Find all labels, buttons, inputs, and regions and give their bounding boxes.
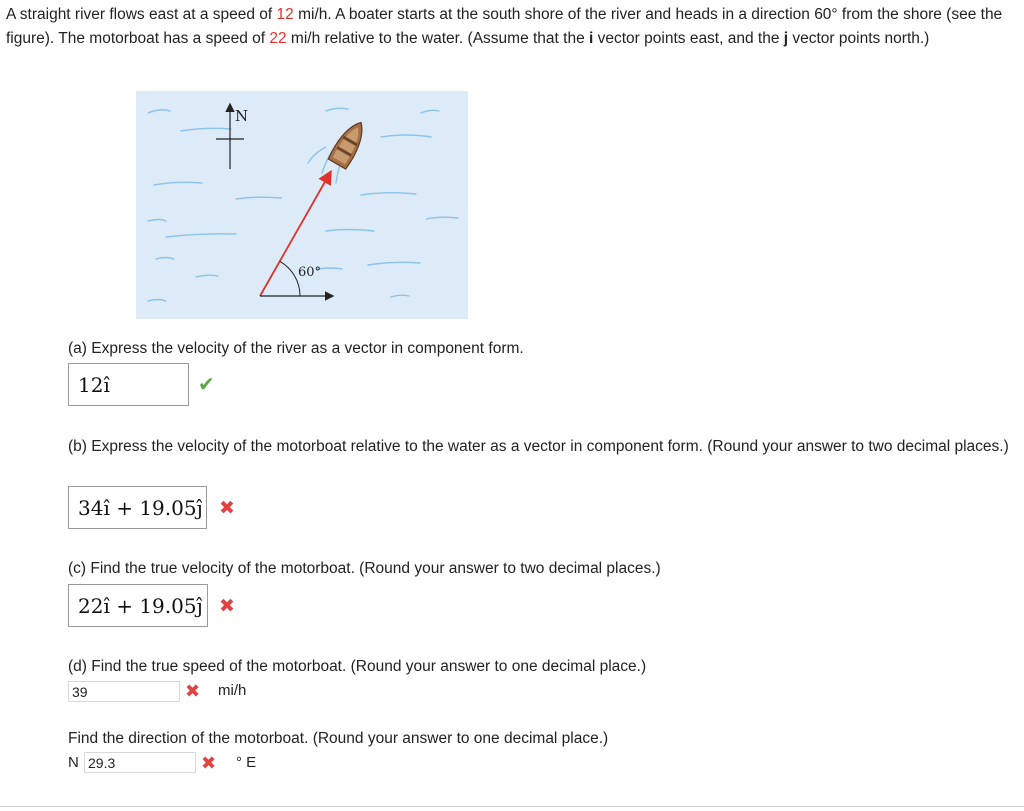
answer-a-field[interactable]: 12î	[68, 363, 189, 406]
incorrect-cross-icon-c: ✖	[219, 596, 235, 617]
boat-icon	[328, 117, 371, 169]
problem-text-4: vector points east, and the	[593, 30, 784, 47]
direction-suffix-label: ° E	[236, 754, 257, 771]
answer-b-field[interactable]: 34î + 19.05ĵ	[68, 486, 207, 529]
problem-text-5: vector points north.)	[788, 30, 930, 47]
direction-prefix-label: N	[68, 754, 79, 771]
answer-direction-input[interactable]: 29.3	[84, 752, 196, 773]
problem-statement	[6, 3, 1016, 51]
river-figure	[136, 91, 468, 319]
question-a-text: (a) Express the velocity of the river as a vector in component form.	[68, 340, 524, 357]
boat-speed-value: 22	[269, 30, 287, 47]
river-figure-svg	[136, 91, 468, 319]
angle-arc	[280, 261, 300, 296]
river-speed-value: 12	[276, 6, 294, 23]
problem-text-1: A straight river flows east at a speed of	[6, 6, 277, 23]
incorrect-cross-icon-b: ✖	[219, 498, 235, 519]
correct-check-icon-a: ✔	[198, 374, 215, 396]
incorrect-cross-icon-e: ✖	[201, 753, 217, 773]
question-e-text: Find the direction of the motorboat. (Round your answer to one decimal place.)	[68, 730, 609, 747]
problem-text-2: mi/h. A boater starts at the south shore of the river and heads in a direction 60° from the shore (see the figure). The motorboat has a speed of	[6, 6, 1003, 47]
i-vector-label: i	[589, 30, 594, 47]
j-vector-label: j	[783, 30, 789, 47]
angle-label: 60°	[298, 265, 322, 280]
question-c-text: (c) Find the true velocity of the motorboat. (Round your answer to two decimal places.)	[68, 560, 661, 577]
problem-text-3: mi/h relative to the water. (Assume that the	[286, 30, 590, 47]
speed-unit-label: mi/h	[218, 682, 247, 699]
north-label: N	[235, 107, 249, 125]
incorrect-cross-icon-d: ✖	[185, 681, 201, 701]
question-b-text: (b) Express the velocity of the motorboat relative to the water as a vector in component form. (Round your answer to two decimal places.)	[68, 438, 1009, 455]
answer-c-field[interactable]: 22î + 19.05ĵ	[68, 584, 208, 627]
answer-d-input[interactable]: 39	[68, 681, 180, 702]
bottom-divider	[0, 806, 1024, 807]
question-d-text: (d) Find the true speed of the motorboat. (Round your answer to one decimal place.)	[68, 658, 647, 675]
